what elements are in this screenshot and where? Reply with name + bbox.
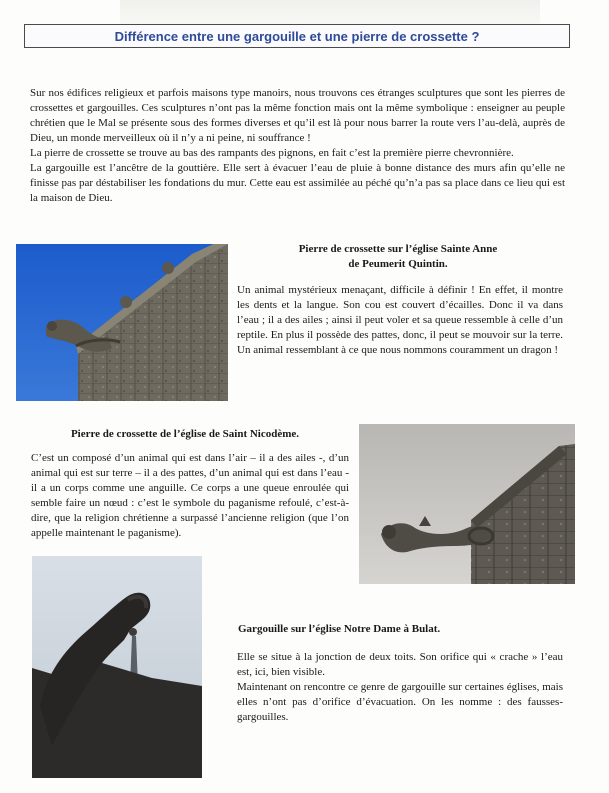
photo-saint-nicodeme-crossette — [359, 424, 575, 584]
section1-heading — [238, 242, 558, 272]
intro-paragraph-1: Sur nos édifices religieux et parfois maisons type manoirs, nous trouvons ces étranges sculptures que sont les pierres de crossettes et gargouilles. Ces sculptures n’ont pas la même fonction mais ont la même symbolique : enseigner au peuple chrétien que le Mal se présente sous des formes diverses et qu’il est là pour nous barrer la route vers l’au-delà, auprès de Dieu, un monde merveilleux où il n’y a ni peine, ni souffrance ! — [30, 87, 565, 144]
section1-text: Un animal mystérieux menaçant, difficile à définir ! En effet, il montre les dents et la langue. Son cou est couvert d’écailles. Donc il va dans l’eau ; il a des ailes ; ainsi il peut voler et sa queue ressemble à celle d’un reptile. En plus il possède des pattes, donc, il peut se mouvoir sur la terre. Un animal ressemblant à ce que nous nommons couramment un dragon ! — [237, 284, 563, 356]
section3-text-2: Maintenant on rencontre ce genre de gargouille sur certaines églises, mais elles n’ont pas d’orifice d’évacuation. On les nomme : des fausses-gargouilles. — [237, 681, 563, 723]
photo-sainte-anne-crossette — [16, 244, 228, 401]
section3-text-1: Elle se situe à la jonction de deux toits. Son orifice qui « crache » l’eau est, ici, bien visible. — [237, 651, 563, 678]
section1-heading-line2: de Peumerit Quintin. — [348, 258, 448, 270]
section2-text: C’est un composé d’un animal qui est dans l’air – il a des ailes -, d’un animal qui est sur terre – il a des pattes, d’un animal qui est dans l’eau - il a un corps comme une anguille. Ce corps a une queue enroulée qui semble faire un nœud : c’est le symbole du paganisme refoulé, c’est-à-dire, que la religion chrétienne a surpassé l’ancienne religion (que l’on appelle maintenant le paganisme). — [31, 452, 349, 539]
page-title-text: Différence entre une gargouille et une pierre de crossette ? — [114, 28, 480, 44]
section2-heading: Pierre de crossette de l’église de Saint Nicodème. — [70, 428, 300, 440]
page-title — [24, 24, 570, 48]
section1-heading-line1: Pierre de crossette sur l’église Sainte Anne — [298, 243, 498, 255]
photo-bulat-gargouille — [32, 556, 202, 778]
intro-text — [30, 86, 565, 206]
intro-paragraph-3: La gargouille est l’ancêtre de la gouttière. Elle sert à évacuer l’eau de pluie à bonne distance des murs afin qu’elle ne finisse pas par déstabiliser les fondations du mur. Cette eau est assimilée au péché qu’n’a pas sa place dans ce lieu qui est la maison de Dieu. — [30, 162, 565, 204]
section3-heading: Gargouille sur l’église Notre Dame à Bulat. — [238, 623, 441, 635]
intro-paragraph-2: La pierre de crossette se trouve au bas des rampants des pignons, en fait c’est la première pierre chevronnière. — [30, 147, 514, 159]
